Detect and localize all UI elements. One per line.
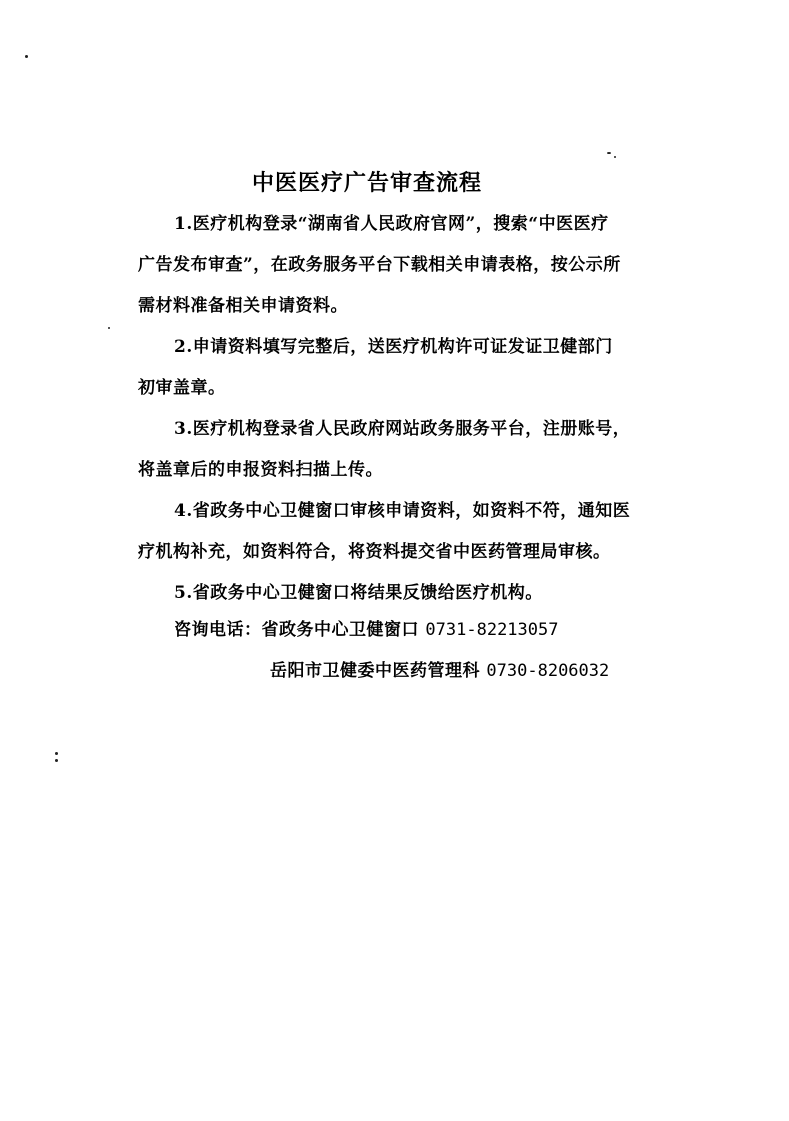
scan-speck (108, 327, 110, 329)
step-4-line-1: 4.省政务中心卫健窗口审核申请资料，如资料不符，通知医 (174, 501, 631, 521)
step-1-line-1: 1.医疗机构登录“湖南省人民政府官网”，搜索“中医医疗 (174, 214, 609, 234)
contact-phone-2: 0730-8206032 (486, 661, 610, 681)
contact-line-2 (270, 656, 609, 681)
scan-speck (55, 759, 58, 762)
step-1-line-2: 广告发布审查”，在政务服务平台下载相关申请表格，按公示所 (138, 255, 621, 275)
contact-phone-1: 0731-82213057 (425, 620, 559, 640)
document-title: 中医医疗广告审查流程 (252, 170, 483, 196)
scan-speck (607, 152, 611, 154)
step-3-line-1: 3.医疗机构登录省人民政府网站政务服务平台，注册账号， (174, 419, 631, 439)
step-1-line-3: 需材料准备相关申请资料。 (138, 296, 348, 316)
contact-label: 咨询电话：省政务中心卫健窗口 (174, 620, 419, 640)
step-2-line-2: 初审盖章。 (138, 378, 226, 398)
scan-speck (25, 55, 28, 58)
step-4-line-2: 疗机构补充，如资料符合，将资料提交省中医药管理局审核。 (138, 542, 611, 562)
scan-speck (55, 752, 58, 755)
step-2-line-1: 2.申请资料填写完整后，送医疗机构许可证发证卫健部门 (174, 337, 613, 357)
scan-speck (614, 156, 616, 158)
step-3-line-2: 将盖章后的申报资料扫描上传。 (138, 460, 383, 480)
contact-line-1 (174, 615, 558, 640)
step-5-line-1: 5.省政务中心卫健窗口将结果反馈给医疗机构。 (174, 583, 543, 603)
contact-org-2: 岳阳市卫健委中医药管理科 (270, 661, 480, 681)
